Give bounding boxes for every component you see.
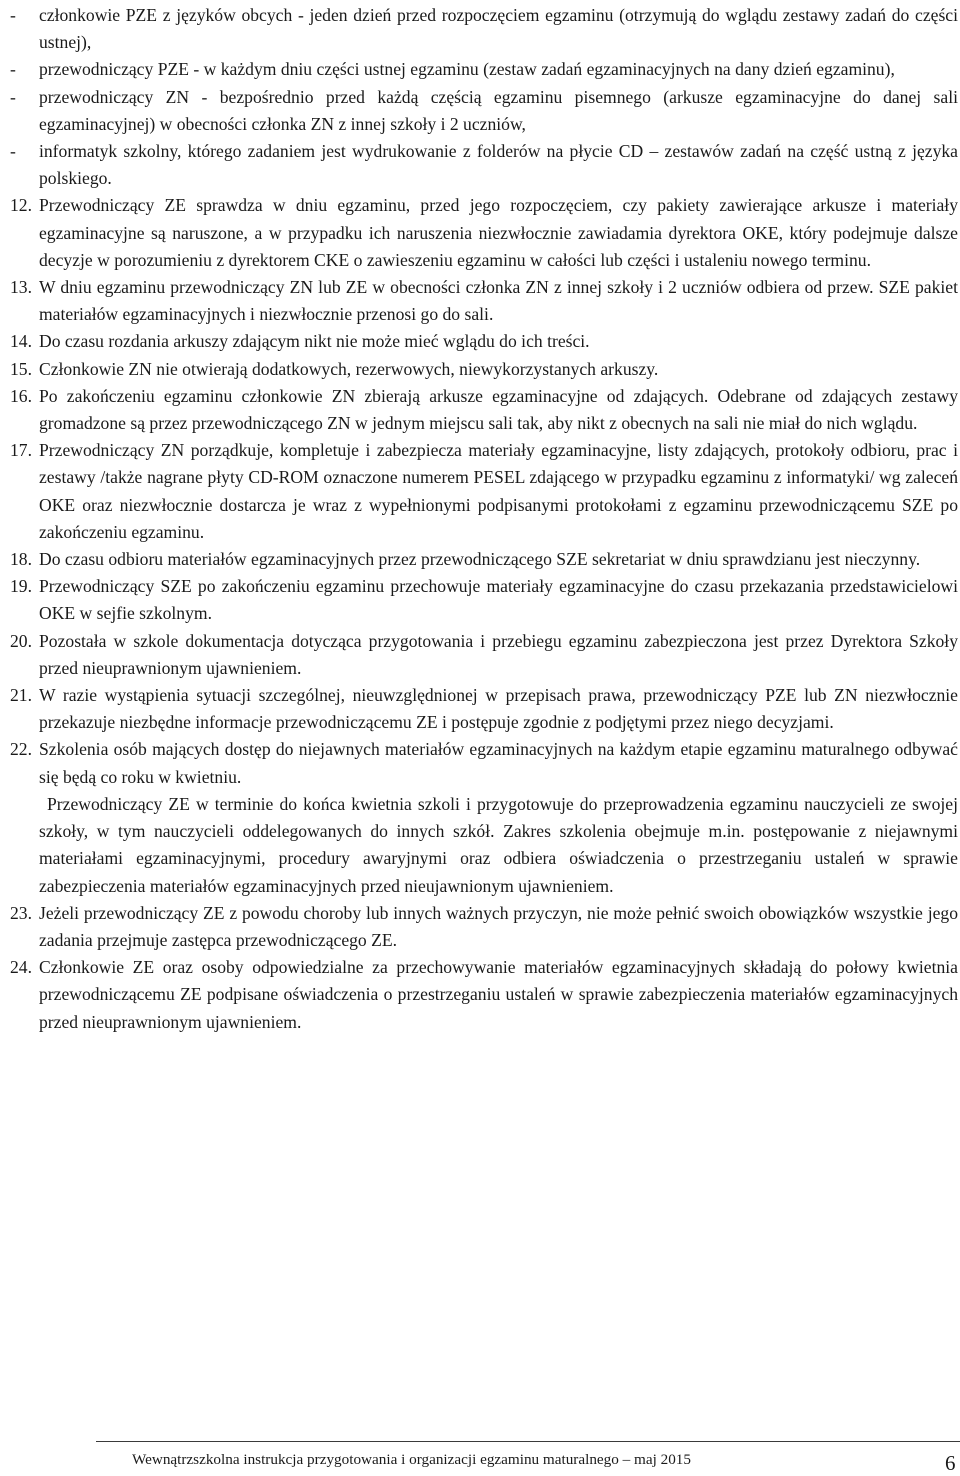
item-text: Przewodniczący ZE sprawdza w dniu egzaminu, przed jego rozpoczęciem, czy pakiety zawierające arkusze i materiały egzaminacyjne są naruszone, a w przypadku ich naruszenia niezwłocznie zawiadamia dyrektora OKE, który podejmuje dalsze decyzje w porozumieniu z dyrektorem CKE o zawieszeniu egzaminu w całości lub części i ustaleniu nowego terminu. bbox=[39, 195, 958, 270]
numbered-item-21 bbox=[10, 682, 958, 736]
item-text: Do czasu rozdania arkuszy zdającym nikt nie może mieć wglądu do ich treści. bbox=[39, 331, 590, 352]
numbered-item-15 bbox=[10, 356, 958, 383]
item-number: 13. bbox=[10, 277, 32, 298]
numbered-item-19 bbox=[10, 573, 958, 627]
numbered-item-24 bbox=[10, 954, 958, 1036]
numbered-item-17 bbox=[10, 437, 958, 546]
item-number: 16. bbox=[10, 385, 32, 406]
dash-marker: - bbox=[10, 86, 16, 107]
numbered-item-18 bbox=[10, 546, 958, 573]
page-number: 6 bbox=[945, 1451, 956, 1475]
list-item-text: informatyk szkolny, którego zadaniem jest wydrukowanie z folderów na płycie CD – zestawów zadań na część ustną z języka polskiego. bbox=[39, 141, 958, 189]
item-text: Szkolenia osób mających dostęp do niejawnych materiałów egzaminacyjnych na każdym etapie egzaminu maturalnego odbywać się będą co roku w kwietniu. bbox=[39, 739, 958, 787]
list-item-text: przewodniczący ZN - bezpośrednio przed każdą częścią egzaminu pisemnego (arkusze egzaminacyjne do danej sali egzaminacyjnej) w obecności członka ZN z innej szkoły i 2 uczniów, bbox=[39, 86, 958, 134]
numbered-item-23 bbox=[10, 900, 958, 954]
item-number: 23. bbox=[10, 902, 32, 923]
item-text: Członkowie ZN nie otwierają dodatkowych, rezerwowych, niewykorzystanych arkuszy. bbox=[39, 358, 659, 379]
list-item-text: członkowie PZE z języków obcych - jeden dzień przed rozpoczęciem egzaminu (otrzymują do wglądu zestawy zadań do części ustnej), bbox=[39, 5, 958, 53]
list-item bbox=[10, 138, 958, 192]
numbered-item-22 bbox=[10, 736, 958, 790]
item-text: Pozostała w szkole dokumentacja dotycząca przygotowania i przebiegu egzaminu zabezpieczona jest przez Dyrektora Szkoły przed nieuprawnionym ujawnieniem. bbox=[39, 630, 958, 678]
item-number: 18. bbox=[10, 549, 32, 570]
numbered-item-13 bbox=[10, 274, 958, 328]
list-item bbox=[10, 2, 958, 56]
dash-marker: - bbox=[10, 59, 16, 80]
list-item bbox=[10, 84, 958, 138]
item-text: Po zakończeniu egzaminu członkowie ZN zbierają arkusze egzaminacyjne od zdających. Odebrane od zdających zestawy gromadzone są przez przewodniczącego ZN w jednym miejscu sali tak, aby nikt z obecnych na sali nie miał do nich wglądu. bbox=[39, 385, 958, 434]
footer-title: Wewnątrzszkolna instrukcja przygotowania i organizacji egzaminu maturalnego – maj 2015 bbox=[132, 1451, 691, 1468]
dash-marker: - bbox=[10, 5, 16, 25]
numbered-item-14 bbox=[10, 328, 958, 355]
item-number: 20. bbox=[10, 630, 32, 651]
list-item bbox=[10, 56, 958, 83]
item-22-paragraph: Przewodniczący ZE w terminie do końca kwietnia szkoli i przygotowuje do przeprowadzenia egzaminu nauczycieli ze swojej szkoły, w tym nauczycieli oddelegowanych do innych szkół. Zakres szkolenia obejmuje m.in. postępowanie z niejawnymi materiałami egzaminacyjnymi, procedury awaryjnymi oraz odbiera oświadczenia o przestrzeganiu ustaleń w sprawie zabezpieczenia materiałów egzaminacyjnych przed nieujawnionym ujawnieniem. bbox=[39, 793, 958, 896]
numbered-item-20 bbox=[10, 628, 958, 682]
item-number: 14. bbox=[10, 331, 32, 352]
item-number: 24. bbox=[10, 957, 32, 978]
item-text: W razie wystąpienia sytuacji szczególnej, nieuwzględnionej w przepisach prawa, przewodniczący PZE lub ZN niezwłocznie przekazuje niezbędne informacje przewodniczącemu ZE i postępuje zgodnie z podjętymi przez niego decyzjami. bbox=[39, 685, 958, 733]
item-number: 21. bbox=[10, 685, 32, 706]
item-text: Jeżeli przewodniczący ZE z powodu choroby lub innych ważnych przyczyn, nie może pełnić swoich obowiązków wszystkie jego zadania przejmuje zastępca przewodniczącego ZE. bbox=[39, 902, 958, 950]
item-number: 15. bbox=[10, 358, 32, 379]
item-number: 22. bbox=[10, 739, 32, 760]
list-item-text: przewodniczący PZE - w każdym dniu części ustnej egzaminu (zestaw zadań egzaminacyjnych na dany dzień egzaminu), bbox=[39, 59, 895, 80]
footer-divider bbox=[96, 1441, 960, 1442]
numbered-item-16 bbox=[10, 383, 958, 437]
item-number: 12. bbox=[10, 195, 32, 216]
item-text: Przewodniczący SZE po zakończeniu egzaminu przechowuje materiały egzaminacyjne do czasu przekazania przedstawicielowi OKE w sejfie szkolnym. bbox=[39, 576, 958, 624]
numbered-item-12 bbox=[10, 192, 958, 274]
dash-marker: - bbox=[10, 141, 16, 162]
item-text: Do czasu odbioru materiałów egzaminacyjnych przez przewodniczącego SZE sekretariat w dniu sprawdzianu jest nieczynny. bbox=[39, 549, 921, 570]
item-number: 17. bbox=[10, 440, 32, 461]
item-text: Członkowie ZE oraz osoby odpowiedzialne za przechowywanie materiałów egzaminacyjnych składają do połowy kwietnia przewodniczącemu ZE podpisane oświadczenia o przestrzeganiu ustaleń w sprawie zabezpieczenia materiałów egzaminacyjnych przed nieuprawnionym ujawnieniem. bbox=[39, 957, 958, 1032]
item-number: 19. bbox=[10, 576, 32, 597]
item-text: Przewodniczący ZN porządkuje, kompletuje i zabezpiecza materiały egzaminacyjne, listy zdających, protokoły odbioru, prac i zestawy /także nagrane płyty CD-ROM oznaczone numerem PESEL zdającego w przypadku egzaminu z informatyki/ wg zaleceń OKE oraz niezwłocznie dostarcza je wraz z wypełnionymi podpisanymi protokołami z egzaminu przewodniczącemu SZE po zakończeniu egzaminu. bbox=[39, 440, 958, 542]
document-body bbox=[10, 2, 958, 1036]
item-text: W dniu egzaminu przewodniczący ZN lub ZE w obecności członka ZN z innej szkoły i 2 uczniów odbiera od przew. SZE pakiet materiałów egzaminacyjnych i niezwłocznie przenosi go do sali. bbox=[39, 277, 958, 325]
